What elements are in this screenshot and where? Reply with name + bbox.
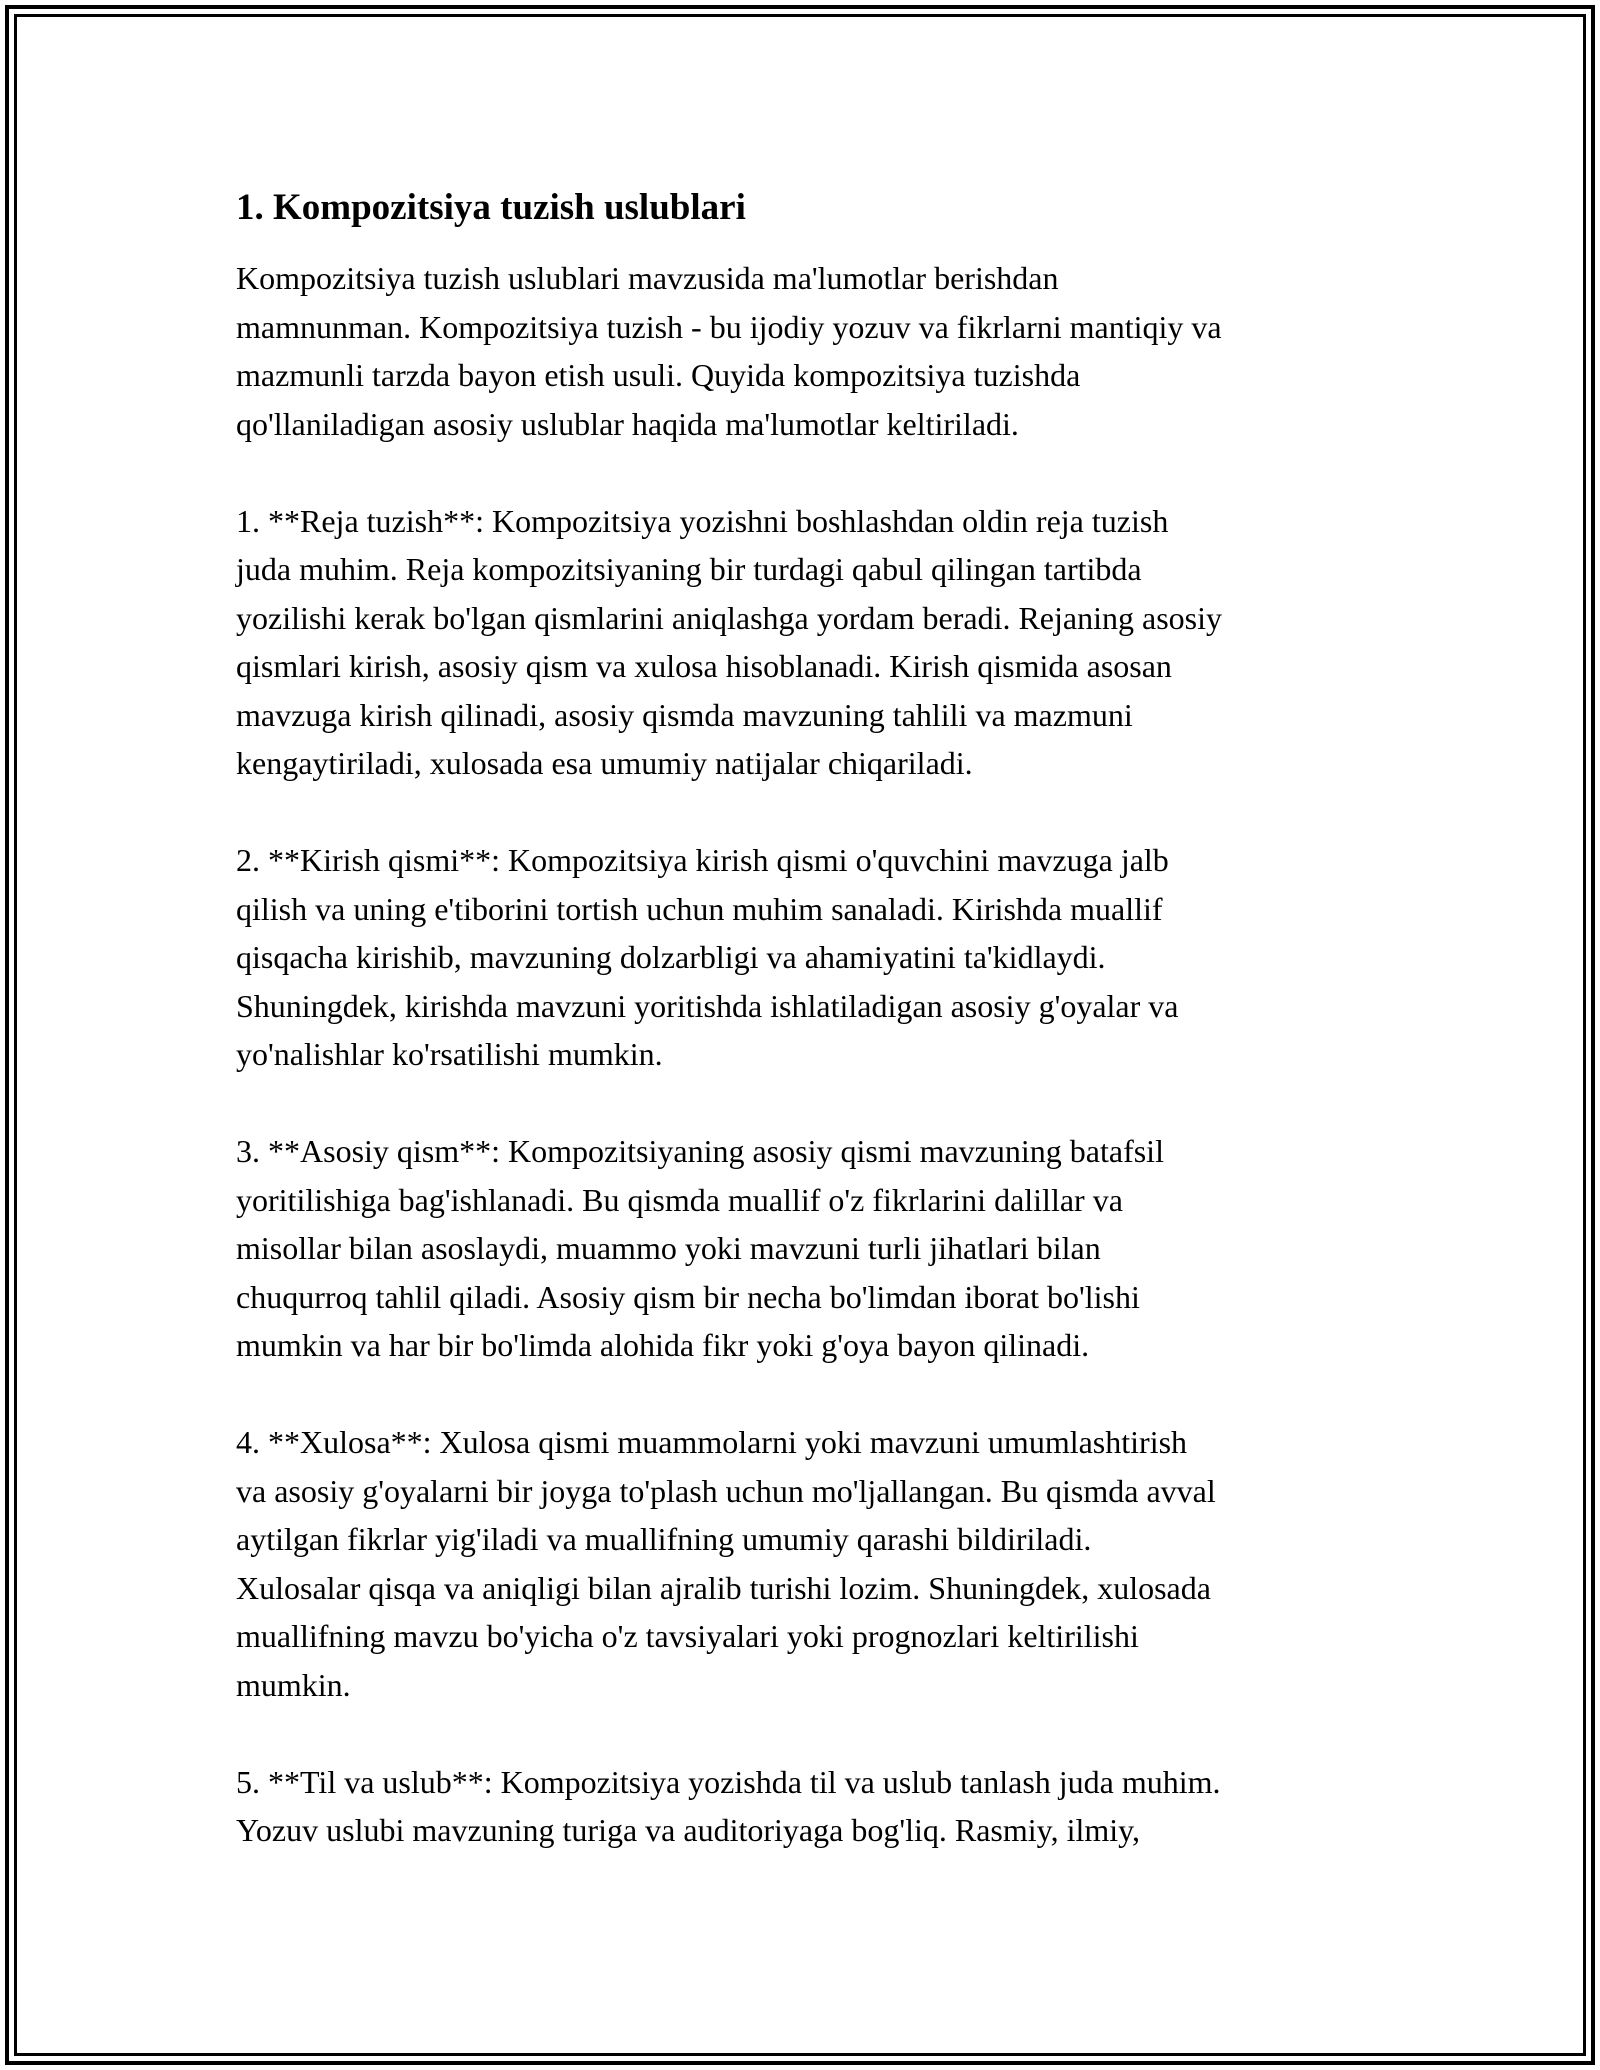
paragraph-til-va-uslub: 5. **Til va uslub**: Kompozitsiya yozishda til va uslub tanlash juda muhim. Yozuv uslubi mavzuning turiga va auditoriyaga bog'liq. Rasmiy, ilmiy, xyxy=(236,1763,1221,1848)
paragraph-reja-tuzish: 1. **Reja tuzish**: Kompozitsiya yozishni boshlashdan oldin reja tuzish juda muhim. Reja kompozitsiyaning bir turdagi qabul qilingan tartibda yozilishi kerak bo'lgan qismlarini aniqlashga yordam beradi. Rejaning asosiy qismlari kirish, asosiy qism va xulosa hisoblanadi. Kirish qismida asosan mavzuga kirish qilinadi, asosiy qismda mavzuning tahlili va mazmuni kengaytiriladi, xulosada esa umumiy natijalar chiqariladi. xyxy=(236,502,1222,781)
document-title: 1. Kompozitsiya tuzish uslublari xyxy=(236,187,746,228)
paragraph-kirish-qismi: 2. **Kirish qismi**: Kompozitsiya kirish qismi o'quvchini mavzuga jalb qilish va uning e'tiborini tortish uchun muhim sanaladi. Kirishda muallif qisqacha kirishib, mavzuning dolzarbligi va ahamiyatini ta'kidlaydi. Shuningdek, kirishda mavzuni yoritishda ishlatiladigan asosiy g'oyalar va yo'nalishlar ko'rsatilishi mumkin. xyxy=(236,842,1179,1072)
paragraph-asosiy-qism: 3. **Asosiy qism**: Kompozitsiyaning asosiy qismi mavzuning batafsil yoritilishiga bag'ishlanadi. Bu qismda muallif o'z fikrlarini dalillar va misollar bilan asoslaydi, muammo yoki mavzuni turli jihatlari bilan chuqurroq tahlil qiladi. Asosiy qism bir necha bo'limdan iborat bo'lishi mumkin va har bir bo'limda alohida fikr yoki g'oya bayon qilinadi. xyxy=(236,1133,1164,1363)
paragraph-xulosa: 4. **Xulosa**: Xulosa qismi muammolarni yoki mavzuni umumlashtirish va asosiy g'oyalarni bir joyga to'plash uchun mo'ljallangan. Bu qismda avval aytilgan fikrlar yig'iladi va muallifning umumiy qarashi bildiriladi. Xulosalar qisqa va aniqligi bilan ajralib turishi lozim. Shuningdek, xulosada muallifning mavzu bo'yicha o'z tavsiyalari yoki prognozlari keltirilishi mumkin. xyxy=(236,1424,1216,1703)
document-body xyxy=(236,184,1376,1903)
intro-paragraph: Kompozitsiya tuzish uslublari mavzusida ma'lumotlar berishdan mamnunman. Kompozitsiya tuzish - bu ijodiy yozuv va fikrlarni mantiqiy va mazmunli tarzda bayon etish usuli. Quyida kompozitsiya tuzishda qo'llaniladigan asosiy uslublar haqida ma'lumotlar keltiriladi. xyxy=(236,260,1222,442)
